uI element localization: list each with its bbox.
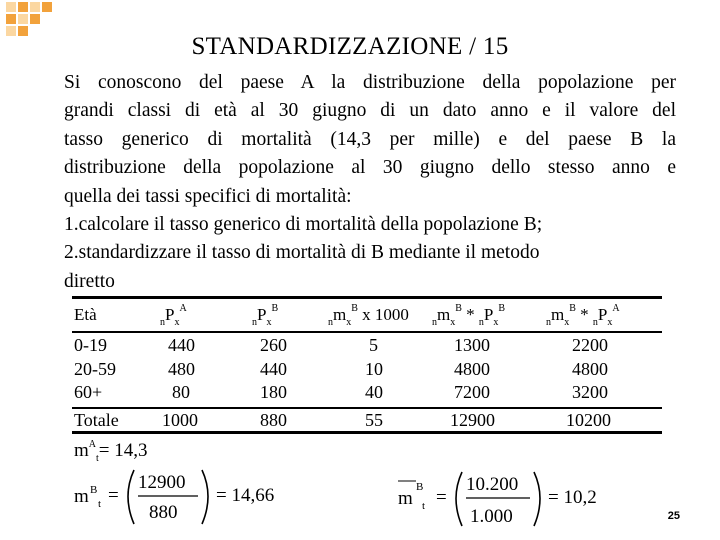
formula-sub: t xyxy=(98,498,102,510)
total-cell: Totale xyxy=(74,410,119,430)
table-cell: 440 xyxy=(168,335,195,355)
table-header-rule xyxy=(72,331,662,333)
total-cell: 12900 xyxy=(450,410,495,430)
table-cell: 180 xyxy=(260,382,287,402)
header-product-a: $_nm_x^B * _nP_x^A$ xyxy=(546,303,620,328)
table-cell: 480 xyxy=(168,359,195,379)
table-cell: 1300 xyxy=(454,335,490,355)
table-cell: 3200 xyxy=(572,382,608,402)
header-mort-b: $_nm_x^B$ x 1000 xyxy=(328,303,409,328)
paragraph-line: 1.calcolare il tasso generico di mortalità della popolazione B; xyxy=(64,214,543,236)
table-cell: 4800 xyxy=(454,359,490,379)
left-paren xyxy=(456,472,462,526)
table-top-rule xyxy=(72,296,662,299)
table-cell: 2200 xyxy=(572,335,608,355)
total-cell: 880 xyxy=(260,410,287,430)
fraction-numerator: 10.200 xyxy=(466,474,519,495)
paragraph-line: tasso generico di mortalità (14,3 per mille) e del paese B la xyxy=(64,128,676,150)
right-paren xyxy=(202,470,208,524)
fraction-numerator: 12900 xyxy=(138,472,186,493)
table-cell: 440 xyxy=(260,359,287,379)
paragraph-line: quella dei tassi specifici di mortalità: xyxy=(64,185,352,207)
table-cell: 10 xyxy=(365,359,383,379)
page-title: STANDARDIZZAZIONE / 15 xyxy=(191,33,509,60)
table-total-rule xyxy=(72,407,662,409)
table-cell: 5 xyxy=(369,335,378,355)
paragraph-line: grandi classi di età al 30 giugno di un dato anno e il valore del xyxy=(64,100,676,122)
formula-rate-a: $m^A_t= 14,3$ xyxy=(74,439,148,464)
total-cell: 55 xyxy=(365,410,383,430)
formula-sup: B xyxy=(416,481,424,493)
paragraph-line: Si conoscono del paese A la distribuzione della popolazione per xyxy=(64,72,676,93)
header-product-b: $_nm_x^B * _nP_x^B$ xyxy=(432,303,506,328)
table-cell: 80 xyxy=(172,382,190,402)
paragraph-line: distribuzione della popolazione al 30 giugno dello stesso anno e xyxy=(64,157,676,179)
formula-eq: = xyxy=(436,487,447,508)
formula-eq: = xyxy=(108,485,119,506)
header-pop-b: $_nP_x^B$ xyxy=(252,303,279,328)
fraction-denominator: 1.000 xyxy=(470,506,513,527)
formula-sup: B xyxy=(90,484,98,496)
fraction-denominator: 880 xyxy=(149,502,178,523)
formula-label: m xyxy=(74,486,89,507)
formula-sub: t xyxy=(422,500,426,512)
problem-statement xyxy=(64,69,676,296)
left-paren xyxy=(128,470,134,524)
table-cell: 60+ xyxy=(74,382,103,402)
paragraph-line: diretto xyxy=(64,270,115,292)
total-cell: 1000 xyxy=(162,410,198,430)
formula-result: = 14,66 xyxy=(216,485,275,506)
total-cell: 10200 xyxy=(566,410,611,430)
formula-label: m xyxy=(398,488,413,509)
header-eta: Età xyxy=(74,305,97,324)
table-bottom-rule xyxy=(72,431,662,434)
formula-rate-b-svg xyxy=(74,466,304,528)
right-paren xyxy=(534,472,540,526)
table-cell: 7200 xyxy=(454,382,490,402)
table-cell: 20-59 xyxy=(74,359,116,379)
formula-standardized-svg xyxy=(396,468,616,530)
table-cell: 4800 xyxy=(572,359,608,379)
table-cell: 40 xyxy=(365,382,383,402)
header-pop-a: $_nP_x^A$ xyxy=(160,303,187,328)
table-cell: 260 xyxy=(260,335,287,355)
paragraph-line: 2.standardizzare il tasso di mortalità di B mediante il metodo xyxy=(64,242,540,264)
table-cell: 0-19 xyxy=(74,335,107,355)
page-number: 25 xyxy=(667,510,680,522)
formula-result: = 10,2 xyxy=(548,487,597,508)
